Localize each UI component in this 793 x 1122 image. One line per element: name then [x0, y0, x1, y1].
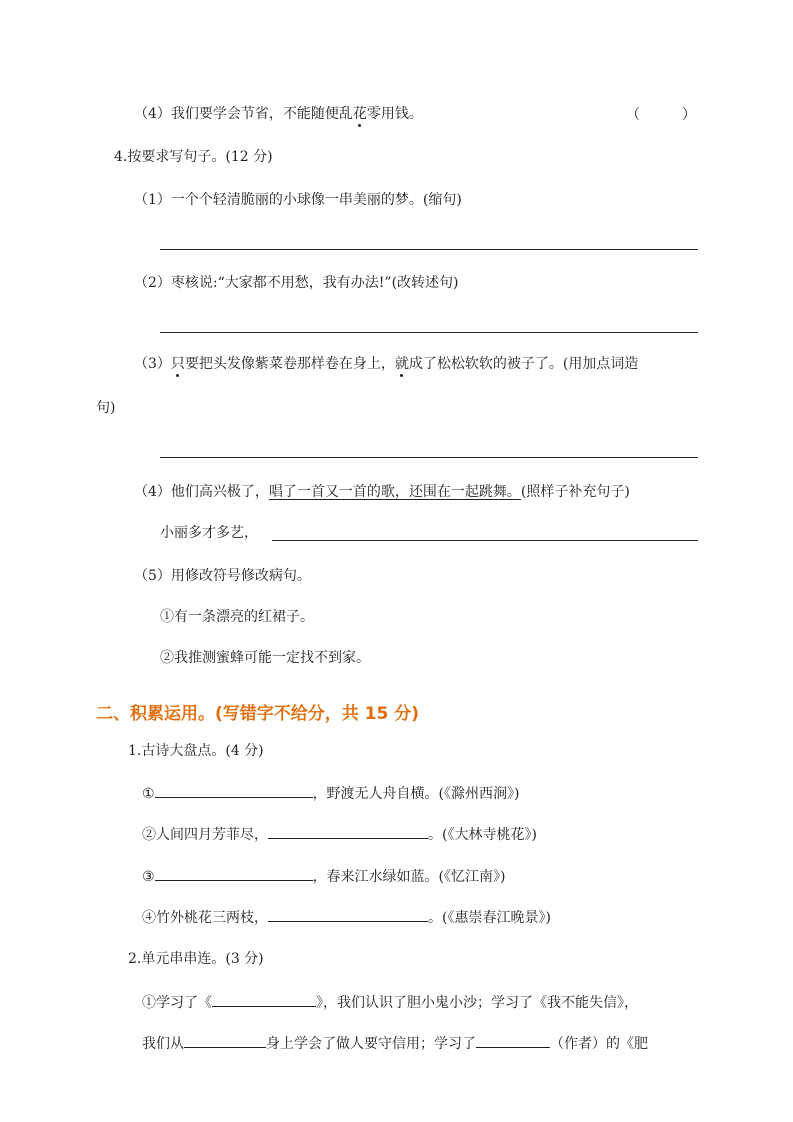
poem-blank-1[interactable]	[155, 783, 313, 798]
poem-blank-4[interactable]	[268, 907, 428, 922]
q4-item-5: （5）用修改符号修改病句。	[134, 568, 311, 584]
answer-line-1[interactable]	[160, 249, 698, 250]
q4-item-3-wrap: 句)	[96, 400, 116, 416]
poem-line-1: ① ，野渡无人舟自横。(《滁州西涧》)	[142, 783, 520, 804]
answer-bracket-close[interactable]: ）	[682, 107, 696, 123]
sick-sentence-1: ①有一条漂亮的红裙子。	[160, 609, 314, 625]
s2-question-1-title: 1.古诗大盘点。(4 分)	[128, 743, 264, 759]
unit-link-line-2: 我们从 身上学会了做人要守信用；学习了 （作者）的《肥	[142, 1033, 648, 1054]
sick-sentence-2: ②我推测蜜蜂可能一定找不到家。	[160, 650, 370, 666]
dotted-char: 只	[170, 356, 185, 372]
answer-line-2[interactable]	[160, 332, 698, 333]
poem-blank-2[interactable]	[268, 824, 428, 839]
q4-item-4-answer-prefix: 小丽多才多艺，	[160, 525, 258, 541]
q4-item-4: （4）他们高兴极了，唱了一首又一首的歌，还围在一起跳舞。(照样子补充句子)	[134, 484, 630, 500]
answer-bracket-open: （	[626, 107, 640, 123]
q4-item-2: （2）枣核说:“大家都不用愁，我有办法!”(改转述句)	[134, 275, 459, 291]
unit-blank-3[interactable]	[476, 1033, 550, 1048]
dotted-char: 花	[352, 106, 367, 122]
dotted-char: 就	[394, 356, 409, 372]
unit-blank-1[interactable]	[212, 992, 316, 1007]
poem-blank-3[interactable]	[155, 866, 313, 881]
unit-link-line-1: ①学习了《 》，我们认识了胆小鬼小沙；学习了《我不能失信》，	[142, 992, 638, 1013]
poem-line-2: ②人间四月芳菲尽， 。(《大林寺桃花》)	[142, 824, 537, 845]
q4-item-3: （3）只要把头发像紫菜卷那样卷在身上，就成了松松软软的被子了。(用加点词造	[134, 356, 639, 372]
poem-line-4: ④竹外桃花三两枝， 。(《惠崇春江晚景》)	[142, 907, 551, 928]
q3-item-4: （4）我们要学会节省，不能随便乱花零用钱。	[134, 106, 423, 122]
answer-line-3[interactable]	[160, 457, 698, 458]
underlined-example: 唱了一首又一首的歌，还围在一起跳舞。	[268, 484, 521, 500]
poem-line-3: ③ ，春来江水绿如蓝。(《忆江南》)	[142, 866, 506, 887]
item-label: （4）	[134, 106, 171, 122]
answer-line-4[interactable]	[272, 540, 698, 541]
q4-item-1: （1）一个个轻清脆丽的小球像一串美丽的梦。(缩句)	[134, 192, 462, 208]
question-4-title: 4.按要求写句子。(12 分)	[114, 149, 273, 165]
section-2-heading: 二、积累运用。(写错字不给分，共 15 分)	[96, 704, 420, 724]
s2-question-2-title: 2.单元串串连。(3 分)	[128, 951, 264, 967]
unit-blank-2[interactable]	[184, 1033, 266, 1048]
